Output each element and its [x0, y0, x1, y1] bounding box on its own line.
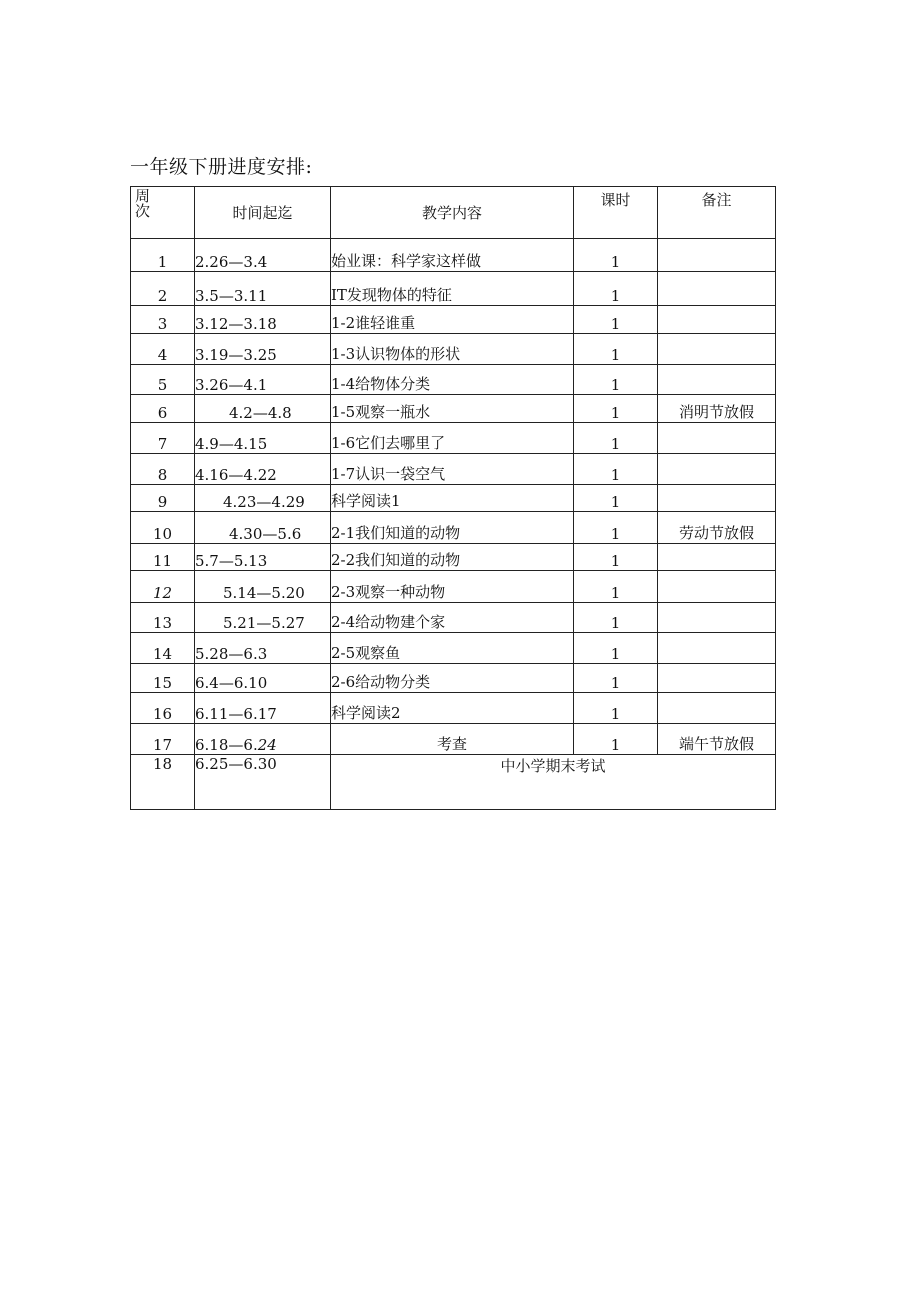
week-cell: 9 [131, 485, 195, 512]
hours-cell: 1 [574, 365, 658, 395]
dates-cell: 4.16—4.22 [195, 454, 331, 485]
dates-cell: 5.7—5.13 [195, 544, 331, 571]
table-row [131, 334, 776, 365]
table-row [131, 571, 776, 603]
content-cell: 1-6它们去哪里了 [331, 423, 574, 454]
hours-cell: 1 [574, 571, 658, 603]
remark-cell [658, 485, 776, 512]
week-cell: 3 [131, 306, 195, 334]
hours-cell: 1 [574, 423, 658, 454]
week-cell: 5 [131, 365, 195, 395]
remark-cell: 端午节放假 [658, 724, 776, 755]
header-week [131, 187, 195, 239]
week-cell: 14 [131, 633, 195, 664]
table-row [131, 544, 776, 571]
hours-cell: 1 [574, 724, 658, 755]
dates-cell: 6.25—6.30 [195, 755, 331, 810]
dates-cell: 3.26—4.1 [195, 365, 331, 395]
remark-cell [658, 272, 776, 306]
week-cell: 18 [131, 755, 195, 810]
week-cell: 7 [131, 423, 195, 454]
hours-cell: 1 [574, 272, 658, 306]
remark-cell [658, 571, 776, 603]
dates-cell [195, 724, 331, 755]
week-cell: 8 [131, 454, 195, 485]
dates-cell: 3.12—3.18 [195, 306, 331, 334]
remark-cell [658, 633, 776, 664]
merged-content-cell: 中小学期末考试 [331, 755, 776, 810]
dates-cell: 5.14—5.20 [195, 571, 331, 603]
hours-cell: 1 [574, 664, 658, 693]
table-row [131, 693, 776, 724]
dates-cell: 6.11—6.17 [195, 693, 331, 724]
week-cell: 10 [131, 512, 195, 544]
week-cell: 11 [131, 544, 195, 571]
remark-cell [658, 544, 776, 571]
remark-cell [658, 334, 776, 365]
header-content: 教学内容 [331, 187, 574, 239]
content-cell: 科学阅读2 [331, 693, 574, 724]
remark-cell [658, 454, 776, 485]
page-title: 一年级下册进度安排: [130, 156, 313, 178]
content-cell: IT发现物体的特征 [331, 272, 574, 306]
content-cell: 2-2我们知道的动物 [331, 544, 574, 571]
table-row [131, 512, 776, 544]
content-cell: 2-5观察鱼 [331, 633, 574, 664]
table-row [131, 239, 776, 272]
hours-cell: 1 [574, 395, 658, 423]
remark-cell [658, 365, 776, 395]
remark-cell: 消明节放假 [658, 395, 776, 423]
remark-cell [658, 664, 776, 693]
table-row [131, 724, 776, 755]
remark-cell [658, 423, 776, 454]
table-row [131, 603, 776, 633]
dates-cell: 5.21—5.27 [195, 603, 331, 633]
hours-cell: 1 [574, 693, 658, 724]
remark-cell [658, 306, 776, 334]
content-cell: 2-1我们知道的动物 [331, 512, 574, 544]
table-row [131, 633, 776, 664]
content-cell: 2-4给动物建个家 [331, 603, 574, 633]
hours-cell: 1 [574, 603, 658, 633]
week-cell: 17 [131, 724, 195, 755]
content-cell: 1-3认识物体的形状 [331, 334, 574, 365]
dates-cell: 4.9—4.15 [195, 423, 331, 454]
content-cell: 1-2谁轻谁重 [331, 306, 574, 334]
dates-cell: 4.30—5.6 [195, 512, 331, 544]
table-header-row [131, 187, 776, 239]
week-cell: 16 [131, 693, 195, 724]
header-dates: 时间起迄 [195, 187, 331, 239]
hours-cell: 1 [574, 485, 658, 512]
hours-cell: 1 [574, 544, 658, 571]
remark-cell [658, 693, 776, 724]
table-row [131, 306, 776, 334]
week-cell: 12 [131, 571, 195, 603]
content-cell: 科学阅读1 [331, 485, 574, 512]
week-cell: 2 [131, 272, 195, 306]
dates-cell: 4.2—4.8 [195, 395, 331, 423]
schedule-table [130, 186, 776, 810]
remark-cell: 劳动节放假 [658, 512, 776, 544]
content-cell: 2-3观察一种动物 [331, 571, 574, 603]
dates-part-a: 6.18—6. [195, 736, 258, 754]
table-row [131, 755, 776, 810]
content-cell: 始业课：科学家这样做 [331, 239, 574, 272]
hours-cell: 1 [574, 334, 658, 365]
hours-cell: 1 [574, 512, 658, 544]
content-cell: 1-5观察一瓶水 [331, 395, 574, 423]
week-cell: 15 [131, 664, 195, 693]
table-row [131, 664, 776, 693]
hours-cell: 1 [574, 306, 658, 334]
content-cell: 1-4给物体分类 [331, 365, 574, 395]
week-cell: 13 [131, 603, 195, 633]
dates-cell: 5.28—6.3 [195, 633, 331, 664]
header-week-line2: 次 [135, 202, 151, 220]
hours-cell: 1 [574, 633, 658, 664]
dates-cell: 3.5—3.11 [195, 272, 331, 306]
header-week-line1: 周 [135, 187, 151, 205]
dates-cell: 6.4—6.10 [195, 664, 331, 693]
table-row [131, 485, 776, 512]
week-cell: 4 [131, 334, 195, 365]
table-row [131, 365, 776, 395]
header-remark: 备注 [658, 187, 776, 239]
table-row [131, 395, 776, 423]
remark-cell [658, 239, 776, 272]
dates-part-b: 24 [257, 736, 277, 754]
remark-cell [658, 603, 776, 633]
content-cell: 2-6给动物分类 [331, 664, 574, 693]
dates-cell: 3.19—3.25 [195, 334, 331, 365]
content-cell: 考查 [331, 724, 574, 755]
table-row [131, 272, 776, 306]
hours-cell: 1 [574, 454, 658, 485]
week-cell: 1 [131, 239, 195, 272]
hours-cell: 1 [574, 239, 658, 272]
table-row [131, 454, 776, 485]
header-hours: 课时 [574, 187, 658, 239]
week-cell: 6 [131, 395, 195, 423]
table-row [131, 423, 776, 454]
dates-cell: 4.23—4.29 [195, 485, 331, 512]
content-cell: 1-7认识一袋空气 [331, 454, 574, 485]
dates-cell: 2.26—3.4 [195, 239, 331, 272]
